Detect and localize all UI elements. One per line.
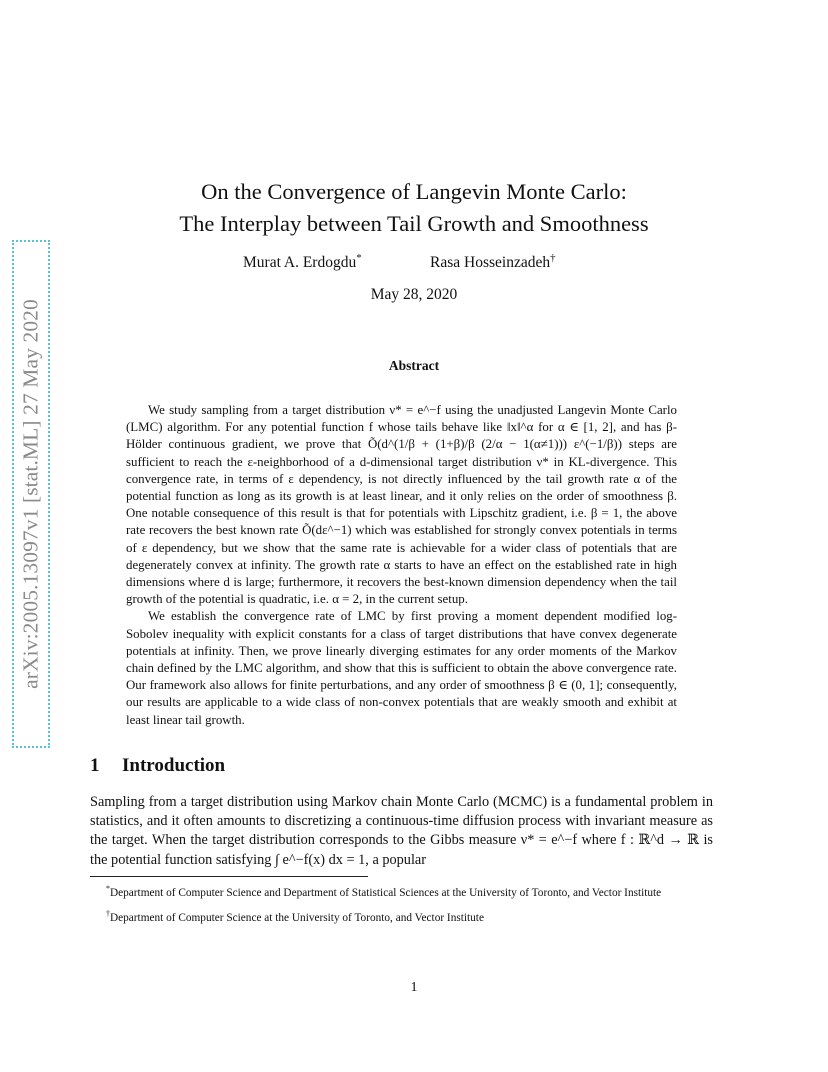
- abstract-paragraph-1: We study sampling from a target distribution ν* = e^−f using the unadjusted Langevin Monte Carlo (LMC) algorithm. For any potential function f whose tails behave like ‖x‖^α for α ∈ [1, 2], and has β-Hölder continuous gradient, we prove that Õ(d^(1/β + (1+β)/β (2/α − 1(α≠1))) ε^(−1/β)) steps are sufficient to reach the ε-neighborhood of a d-dimensional target distribution ν* in KL-divergence. This convergence rate, in terms of ε dependency, is not directly influenced by the tail growth rate α of the potential function as long as its growth is at least linear, and it only relies on the order of smoothness β. One notable consequence of this result is that for potentials with Lipschitz gradient, i.e. β = 1, the above rate recovers the best known rate Õ(dε^−1) which was established for strongly convex potentials in terms of ε dependency, but we show that the same rate is achievable for a wider class of potentials that are degenerately convex at infinity. The growth rate α starts to have an effect on the established rate in high dimensions where d is large; furthermore, it recovers the best-known dimension dependency when the tail growth of the potential is quadratic, i.e. α = 2, in the current setup.: [126, 403, 677, 607]
- title-line-1: On the Convergence of Langevin Monte Carlo:: [201, 179, 627, 204]
- author-1: [243, 251, 362, 272]
- author-2-name: Rasa Hosseinzadeh: [430, 254, 551, 271]
- footnote-rule: [90, 876, 368, 877]
- page-number: 1: [410, 980, 418, 995]
- arxiv-stamp: [12, 240, 50, 748]
- introduction-body: [90, 793, 713, 870]
- section-heading: [90, 755, 225, 777]
- arxiv-identifier: arXiv:2005.13097v1 [stat.ML] 27 May 2020: [18, 299, 43, 689]
- section-number: 1: [90, 755, 100, 776]
- intro-paragraph: Sampling from a target distribution using Markov chain Monte Carlo (MCMC) is a fundamental problem in statistics, and it often amounts to discretizing a continuous-time diffusion process with invariant measure as the target. When the target distribution corresponds to the Gibbs measure ν* = e^−f where f : ℝ^d → ℝ is the potential function satisfying ∫ e^−f(x) dx = 1, a popular: [90, 794, 713, 868]
- footnote-1: [90, 886, 713, 901]
- footnote-1-mark: *: [106, 884, 110, 894]
- author-1-mark: *: [356, 251, 362, 264]
- author-2: [430, 251, 556, 272]
- footnote-2: [90, 911, 713, 926]
- title-line-2: The Interplay between Tail Growth and Smoothness: [179, 211, 649, 236]
- paper-date: May 28, 2020: [370, 286, 458, 303]
- abstract-body: [126, 402, 677, 729]
- footnote-1-text: Department of Computer Science and Department of Statistical Sciences at the University of Toronto, and Vector Institute: [109, 887, 662, 899]
- footnotes: [90, 886, 713, 926]
- footnote-2-mark: †: [106, 909, 110, 919]
- abstract-paragraph-2: We establish the convergence rate of LMC by first proving a moment dependent modified log-Sobolev inequality with explicit constants for a class of target distributions that have convex degenerate potentials at infinity. Then, we prove linearly diverging estimates for any order moments of the Markov chain defined by the LMC algorithm, and show that this is sufficient to obtain the above convergence rate. Our framework also allows for finite perturbations, and any order of smoothness β ∈ (0, 1]; consequently, our results are applicable to a wide class of non-convex potentials that are weakly smooth and exhibit at least linear tail growth.: [126, 609, 677, 727]
- footnote-2-text: Department of Computer Science at the University of Toronto, and Vector Institute: [109, 912, 484, 924]
- author-2-mark: †: [550, 251, 556, 264]
- abstract-heading: Abstract: [388, 358, 440, 373]
- author-1-name: Murat A. Erdogdu: [243, 254, 357, 271]
- paper-title: [0, 176, 828, 240]
- section-title: Introduction: [122, 755, 226, 776]
